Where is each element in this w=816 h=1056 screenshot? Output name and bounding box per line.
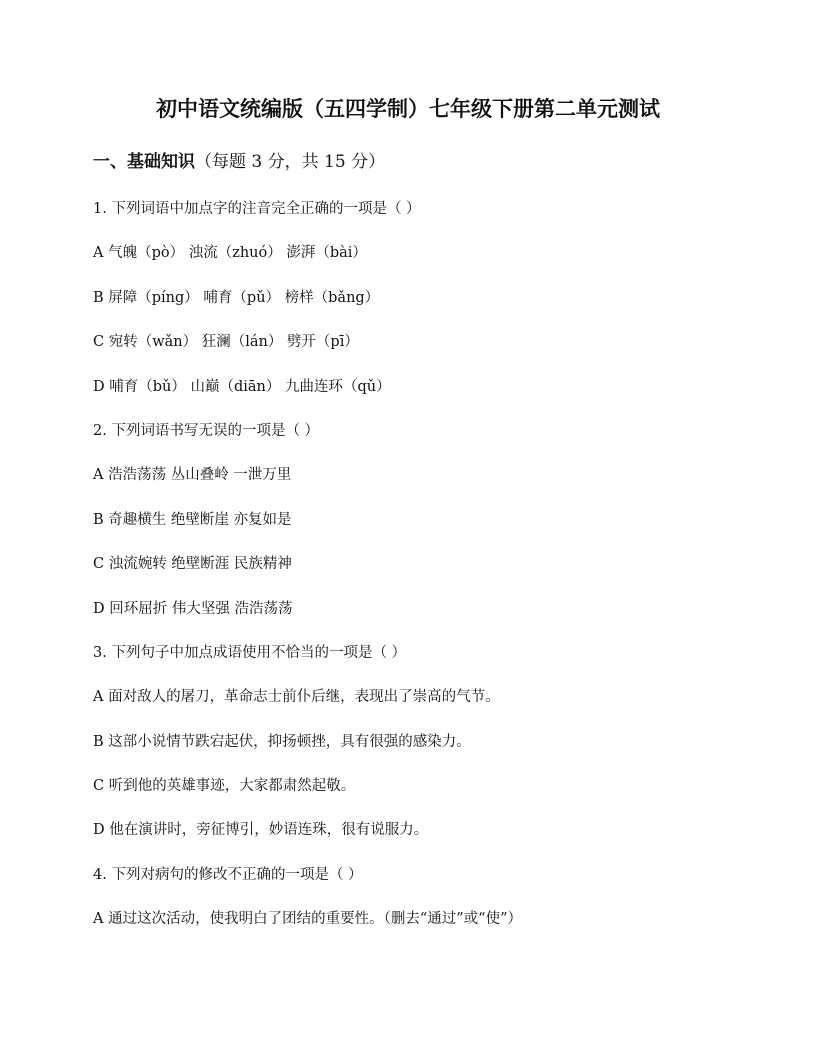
question-2-option-a: A 浩浩荡荡 丛山叠岭 一泄万里 [93,467,292,484]
section-score-note: （每题 3 分，共 15 分） [195,152,386,172]
question-3-option-c: C 听到他的英雄事迹，大家都肃然起敬。 [93,778,356,795]
question-1-option-d: D 哺育（bǔ） 山巅（diān） 九曲连环（qǔ） [93,378,391,395]
question-3-option-a: A 面对敌人的屠刀，革命志士前仆后继，表现出了崇高的气节。 [93,689,500,706]
question-3-option-b: B 这部小说情节跌宕起伏，抑扬顿挫，具有很强的感染力。 [93,733,471,750]
question-3-stem: 3. 下列句子中加点成语使用不恰当的一项是（ ） [93,644,407,661]
question-1-option-c: C 宛转（wǎn） 狂澜（lán） 劈开（pī） [93,334,359,351]
page-title: 初中语文统编版（五四学制）七年级下册第二单元测试 [156,96,660,121]
question-4-stem: 4. 下列对病句的修改不正确的一项是（ ） [93,866,363,883]
question-2-option-b: B 奇趣横生 绝壁断崖 亦复如是 [93,511,292,528]
question-4-option-a: A 通过这次活动，使我明白了团结的重要性。（删去“通过”或“使”） [93,911,522,928]
question-list [93,198,753,953]
question-1-option-b: B 屏障（píng） 哺育（pǔ） 榜样（bǎng） [93,289,380,306]
question-1-stem: 1. 下列词语中加点字的注音完全正确的一项是（ ） [93,201,421,217]
question-1-option-a: A 气魄（pò） 浊流（zhuó） 澎湃（bài） [93,245,367,262]
question-2-option-d: D 回环屈折 伟大坚强 浩浩荡荡 [93,600,293,617]
question-3-option-d: D 他在演讲时，旁征博引，妙语连珠，很有说服力。 [93,822,429,839]
section-heading-label: 一、基础知识 [93,152,195,172]
section-heading [93,150,385,174]
question-2-stem: 2. 下列词语书写无误的一项是（ ） [93,422,320,439]
question-2-option-c: C 浊流婉转 绝壁断涯 民族精神 [93,556,292,573]
